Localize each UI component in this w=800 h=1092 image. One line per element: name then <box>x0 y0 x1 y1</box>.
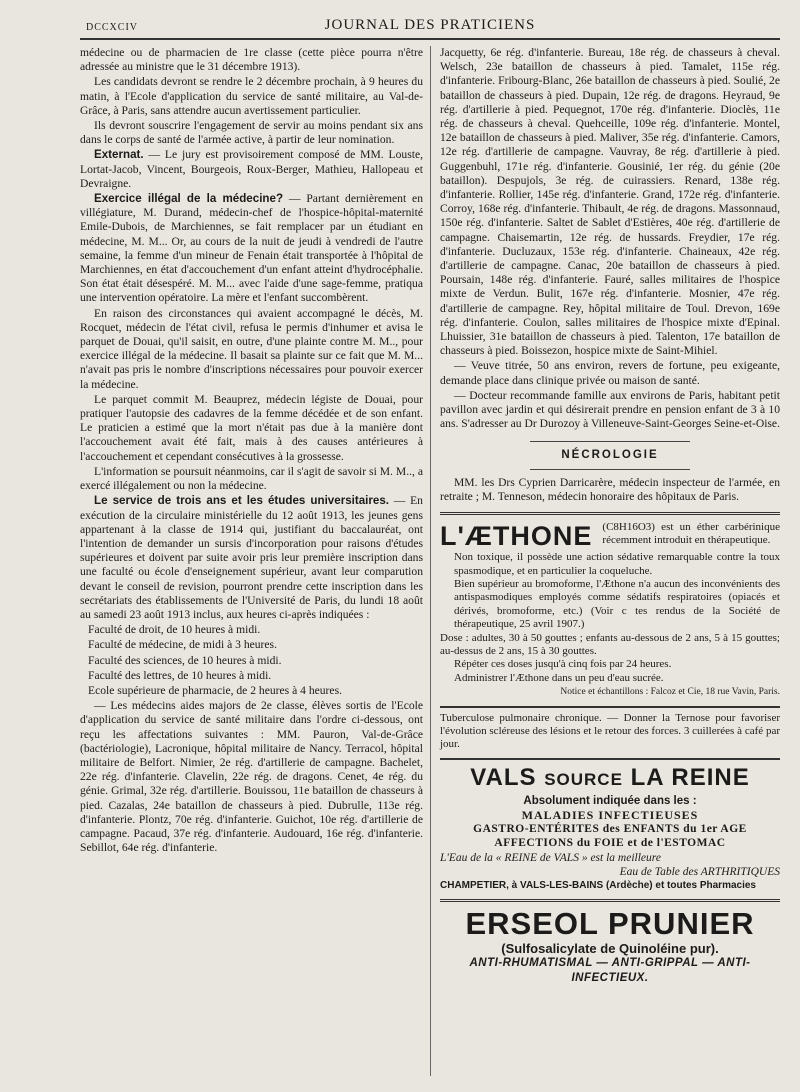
news-heading: Externat. <box>94 148 144 162</box>
news-heading: Le service de trois ans et les études universitaires. <box>94 494 390 508</box>
news-item-service <box>80 494 423 622</box>
paragraph: Jacquetty, 6e rég. d'infanterie. Bureau, 18e rég. de chasseurs à cheval. Welsch, 23e bataillon de chasseurs à pied. Tamalet, 115e rég. d'infanterie. Fribourg-Blanc, 26e bataillon de chasseurs à pied. Soulié, 2e bataillon de chasseurs à pied. Dupain, 12e rég. de dragons. Heyraud, 9e rég. d'artillerie à pied. Pequegnot, 170e rég. d'infanterie. Dioclès, 11e rég. de chasseurs à cheval. Quehceille, 109e rég. d'infanterie. Montel, 12e bataillon de chasseurs à pied. Maliver, 35e rég. d'infanterie. Camors, 12e rég. d'artillerie de campagne. Vauvray, 8e rég. d'artillerie à pied. Guggenbuhl, 171e rég. d'infanterie. Gousinié, 1er rég. du génie (20e bataillon). Despujols, 3e rég. de cuirassiers. Renard, 138e rég. d'infanterie. Rollier, 145e rég. d'infanterie. Grand, 172e rég. d'infanterie. Corroy, 168e rég. d'infanterie. Thibault, 4e rég. de dragons. Massonnaud, 150e rég. d'infanterie. Saltet de Sablet d'Estières, 40e rég. d'artillerie de campagne. Chaisemartin, 12e rég. de hussards. Freydier, 17e rég. d'infanterie. Ducluzaux, 153e rég. d'infanterie. Chaineaux, 42e rég. d'artillerie de campagne. Canac, 20e bataillon de chasseurs à pied. Poursain, 148e rég. d'infanterie. Fauré, salles militaires de l'hospice mixte de Verdun. Bulit, 167e rég. d'infanterie. Mosnier, 47e rég. d'artillerie de campagne. Rey, hôpital militaire de Toul. Drevon, 169e rég. d'infanterie. Coulon, salles militaires de l'hospice mixte d'Epinal. Lhuissier, 31e bataillon de chasseurs à pied. Talenton, 17e bataillon de chasseurs à pied. Boissezon, hospice mixte de Saint-Mihiel. <box>440 46 780 358</box>
ad-vals <box>440 758 780 893</box>
aethone-body <box>440 551 780 699</box>
journal-title: JOURNAL DES PRATICIENS <box>324 17 536 33</box>
paragraph: Ils devront souscrire l'engagement de servir au moins pendant six ans dans le corps de santé de l'armée active, à partir de leur nomination. <box>80 119 423 147</box>
news-heading: Exercice illégal de la médecine? <box>94 192 284 206</box>
ad-erseol <box>440 899 780 985</box>
erseol-tagline: ANTI-RHUMATISMAL — ANTI-GRIPPAL — ANTI-INFECTIEUX. <box>469 957 751 984</box>
paragraph: L'information se poursuit néanmoins, car il s'agit de savoir si M. M.., a exercé illégalement ou non la médecine. <box>80 464 423 493</box>
erseol-title: ERSEOL PRUNIER <box>465 906 755 942</box>
vals-line: GASTRO-ENTÉRITES des ENFANTS du 1er AGE <box>473 823 747 836</box>
vals-line: CHAMPETIER, à VALS-LES-BAINS (Ardèche) et toutes Pharmacies <box>440 880 756 891</box>
vals-title <box>440 764 780 794</box>
paragraph: médecine ou de pharmacien de 1re classe (cette pièce pourra n'être adressée au ministre que le 31 décembre 1913). <box>80 46 423 74</box>
news-item-externat <box>80 148 423 191</box>
vals-title-part: VALS <box>470 763 537 791</box>
news-item-exercice <box>80 192 423 306</box>
ad-tuberculose <box>440 706 780 752</box>
aethone-line: Dose : adultes, 30 à 50 gouttes ; enfants au-dessous de 2 ans, 5 à 15 gouttes; au-dessus de 2 ans, 15 à 30 gouttes. <box>440 631 780 657</box>
left-column <box>80 46 423 856</box>
hours-list-item: Faculté de médecine, de midi à 3 heures. <box>88 638 277 652</box>
aethone-line: Répéter ces doses jusqu'à cinq fois par 24 heures. <box>454 658 672 671</box>
vals-line: Absolument indiquée dans les : <box>523 794 697 807</box>
vals-line: MALADIES INFECTIEUSES <box>521 807 699 822</box>
aethone-line: Non toxique, il possède une action sédative remarquable contre la toux spasmodique, et en particulier la coqueluche. <box>454 551 780 577</box>
vals-line: AFFECTIONS du FOIE et de l'ESTOMAC <box>494 837 726 850</box>
necrology-text: MM. les Drs Cyprien Darricarère, médecin inspecteur de l'armée, en retraite ; M. Tenneson, médecin honoraire des hôpitaux de Paris. <box>440 475 780 503</box>
page-header <box>80 10 780 40</box>
aethone-line: Administrer l'Æthone dans un peu d'eau sucrée. <box>454 671 664 684</box>
news-body: — En exécution de la circulaire ministérielle du 12 août 1913, les jeunes gens appartenant à la classe de 1914 qui, justifiant du baccalauréat, ont l'intention de demander un sursis d'incorporation pour raisons d'études supérieures et doivent par suite avoir pris leur première inscription dans une faculté ou école d'enseignement supérieur, avant leur comparution devant le conseil de revision, pourront prendre cette inscription dans les secrétariats des établissements de l'Université de Paris, du lundi 18 août au samedi 23 août 1913 inclus, aux heures ci-après indiquées : <box>80 494 423 621</box>
vals-line: L'Eau de la « REINE de VALS » est la meilleure <box>440 851 661 864</box>
hours-list-item: Ecole supérieure de pharmacie, de 2 heures à 4 heures. <box>88 683 342 697</box>
right-column <box>440 46 780 985</box>
hours-list-item: Faculté des sciences, de 10 heures à midi. <box>88 653 282 667</box>
aethone-logo: L'ÆTHONE <box>440 521 593 552</box>
vals-title-part: SOURCE <box>544 769 623 789</box>
ad-aethone <box>440 512 780 699</box>
vals-title-part: LA REINE <box>630 763 750 791</box>
page-number: DCCXCIV <box>86 22 139 33</box>
news-body: — Partant dernièrement en villégiature, M. Durand, médecin-chef de l'hospice-hôpital-maternité Emile-Dubois, de Marchiennes, se fait remplacer par un étudiant en médecine, M. M... Or, au cours de la nuit de jeudi à vendredi de l'autre semaine, la femme d'un mineur de Fenain était transportée à l'hôpital de Marchiennes, en état d'accouchement d'un enfant atteint d'hydrocéphalie. Son état était désespéré. M. M... avec l'aide d'une sage-femme, pratiqua une intervention opératoire. La mère et l'enfant succombèrent. <box>80 192 423 305</box>
paragraph: En raison des circonstances qui avaient accompagné le décès, M. Rocquet, médecin de l'état civil, refusa le permis d'inhumer et avisa le parquet de Douai, qu'il saisit, en outre, d'une plainte contre M. M.., pour exercice illégal de la médecine. Il basait sa plainte sur ce fait que M. M... n'avait pas pris le nombre d'inscriptions nécessaires pour pouvoir exercer la médecine. <box>80 306 423 391</box>
necrology-heading: NÉCROLOGIE <box>530 441 690 469</box>
news-body: — Le jury est provisoirement composé de MM. Louste, Lortat-Jacob, Vincent, Bourgeois, Roux-Berger, Mathieu, Hallopeau et Devraigne. <box>80 148 423 190</box>
classified-ad: — Veuve titrée, 50 ans environ, revers de fortune, peu exigeante, demande place dans clinique privée ou maison de santé. <box>440 359 780 387</box>
paragraph: Le parquet commit M. Beauprez, médecin légiste de Douai, pour pratiquer l'autopsie des cadavres de la femme décédée et de son enfant. Le praticien a estimé que la mort n'était pas due à la manière dont l'accouchement avait été fait, mais à des causes antérieures à l'accouchement et cependant consécutives à la grossesse. <box>80 392 423 463</box>
aethone-note: Notice et échantillons : Falcoz et Cie, 18 rue Vavin, Paris. <box>560 687 780 698</box>
tuberculose-text: Tuberculose pulmonaire chronique. — Donner la Ternose pour favoriser l'évolution scléreuse des lésions et le retour des forces. 3 cuillerées à café par jour. <box>440 711 780 751</box>
classified-ad: — Docteur recommande famille aux environs de Paris, habitant petit pavillon avec jardin et qui désirerait prendre en pension enfant de 3 à 10 ans. S'adresser au Dr Durozoy à Villeneuve-Saint-Georges Seine-et-Oise. <box>440 388 780 431</box>
hours-list-item: Faculté de droit, de 10 heures à midi. <box>88 623 261 637</box>
erseol-subtitle: (Sulfosalicylate de Quinoléine pur). <box>501 941 719 957</box>
column-divider <box>430 46 431 1076</box>
vals-line: Eau de Table des ARTHRITIQUES <box>619 865 780 878</box>
paragraph: — Les médecins aides majors de 2e classe, élèves sortis de l'Ecole d'application du service de santé militaire dans l'ordre ci-dessous, ont reçu les affectations suivantes : MM. Pauron, Val-de-Grâce (bactériologie), Lacronique, hôpital militaire de Nancy. Terracol, hôpital militaire de Belfort. Nimier, 2e rég. d'artillerie de campagne. Bachelet, 22e rég. d'infanterie. Clavelin, 22e rég. de dragons. Cenet, 4e rég. du génie. Grimal, 32e rég. d'artillerie. Bouissou, 11e bataillon de chasseurs à pied. Cazalas, 24e bataillon de chasseurs à pied. Dubrulle, 113e rég. d'infanterie. Plontz, 70e rég. d'infanterie. Guichot, 10e rég. d'artillerie de campagne. Pacaud, 37e rég. d'infanterie. Audouard, 16e rég. d'infanterie. Sebillot, 64e rég. d'infanterie. <box>80 699 423 855</box>
aethone-intro: (C8H16O3) est un éther carbérinique récemment introduit en thérapeutique. <box>602 521 780 547</box>
hours-list-item: Faculté des lettres, de 10 heures à midi. <box>88 668 272 682</box>
paragraph: Les candidats devront se rendre le 2 décembre prochain, à 9 heures du matin, à l'Ecole d'application du service de santé militaire, au Val-de-Grâce, à Paris, sans attendre aucun avertissement particulier. <box>80 75 423 117</box>
aethone-line: Bien supérieur au bromoforme, l'Æthone n'a aucun des inconvénients des antispasmodiques employés comme sédatifs respiratoires (opiacés et dérivés, bromoforme, etc.) (Voir c tes rendus de la Société de thérapeutique, 25 avril 1907.) <box>454 577 780 631</box>
